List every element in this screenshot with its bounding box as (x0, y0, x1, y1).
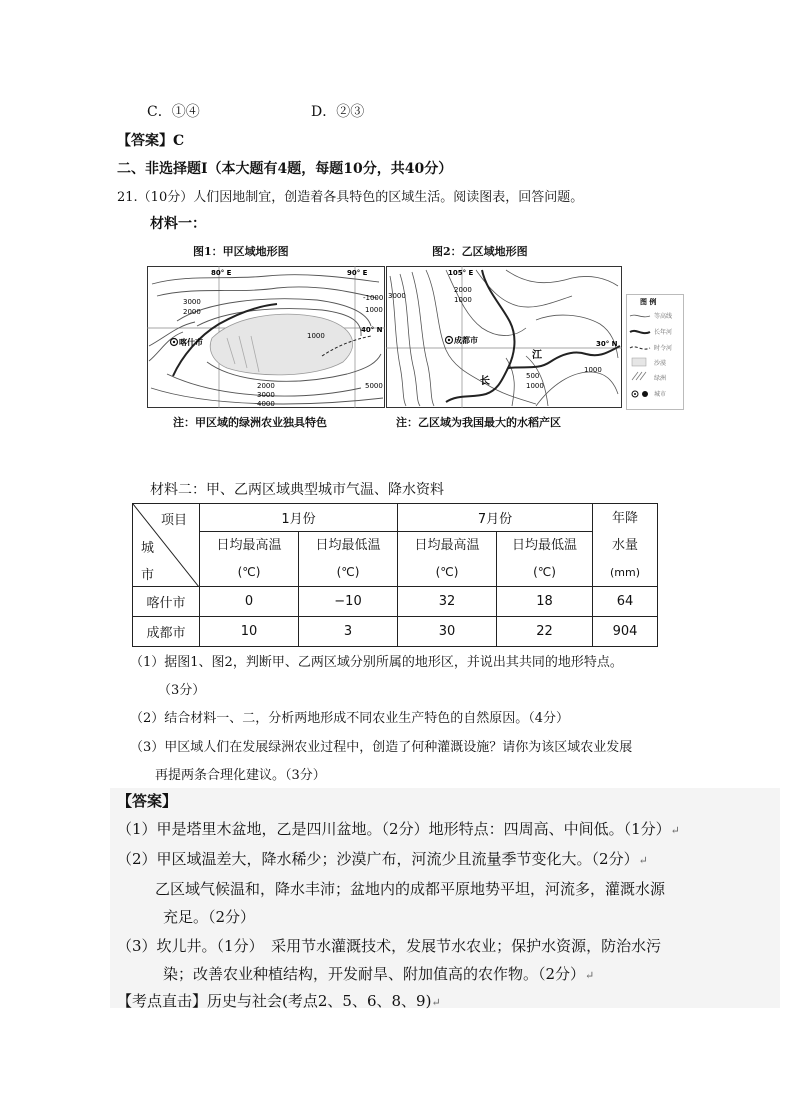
kaodian-line (117, 990, 441, 1011)
answer-value: C (173, 133, 185, 149)
subheader-jan-max-label: 日均最高温 (216, 538, 282, 553)
fig1-contour-6: 3000 (183, 298, 201, 306)
header-annual (593, 504, 658, 587)
row-city: 喀什市 (133, 587, 200, 617)
row-city: 成都市 (133, 617, 200, 647)
fig1-contour-0: -1000 (363, 294, 384, 302)
answer-line-5: （3）坎儿井。（1分） 采用节水灌溉技术，发展节水农业；保护水资源，防治水污 (117, 937, 662, 955)
row-jul-min: 18 (497, 587, 593, 617)
legend-item-4: 绿洲 (654, 375, 667, 382)
corner-bottom-1: 城 (141, 541, 155, 556)
subheader-jul-max (398, 532, 497, 587)
header-jan: 1月份 (200, 504, 398, 532)
fig2-contour-3: 1000 (584, 366, 602, 374)
fig1-lat: 40° N (361, 326, 383, 334)
answer-line-6-text: 染；改善农业种植结构，开发耐旱、附加值高的农作物。（2分） (163, 965, 586, 983)
header-annual-2: 水量 (611, 537, 638, 553)
fig1-lon2: 90° E (347, 269, 368, 277)
fig1-contour-4: 4000 (257, 400, 275, 408)
fig2-contour-0: 3000 (388, 292, 406, 300)
legend-title: 图 例 (640, 298, 657, 306)
subheader-jul-min-unit: (℃) (533, 565, 556, 579)
row-jan-max: 10 (200, 617, 299, 647)
answer-2-label: 【答案】 (117, 792, 178, 810)
subheader-jan-min (299, 532, 398, 587)
corner-bottom-2: 市 (141, 568, 155, 583)
row-jul-max: 30 (398, 617, 497, 647)
fig1-title: 图1：甲区域地形图 (193, 245, 289, 258)
climate-table (132, 503, 658, 647)
header-annual-3: (mm) (609, 565, 640, 579)
legend-item-1: 长年河 (654, 329, 673, 336)
row-jan-min: 3 (299, 617, 398, 647)
answer-line-3: 乙区域气候温和，降水丰沛；盆地内的成都平原地势平坦，河流多，灌溉水源 (155, 880, 666, 898)
return-mark: ↵ (670, 824, 680, 837)
section-heading: 二、非选择题Ⅰ（本大题有4题，每题10分，共40分） (117, 161, 453, 177)
fig1-contour-5: 5000 (365, 382, 383, 390)
fig1-contour-1: 1000 (307, 332, 325, 340)
return-mark: ↵ (431, 996, 441, 1009)
fig2-contour-1: 2000 (454, 286, 472, 294)
subheader-jan-min-label: 日均最低温 (315, 538, 381, 553)
sub-question-1: （1）据图1、图2，判断甲、乙两区域分别所属的地形区，并说出其共同的地形特点。 (130, 655, 623, 670)
fig2-note: 注：乙区域为我国最大的水稻产区 (396, 416, 561, 429)
kaodian-text: 【考点直击】历史与社会(考点2、5、6、8、9) (117, 992, 432, 1010)
legend-desert-symbol (632, 358, 646, 366)
legend-item-0: 等高线 (654, 313, 673, 320)
fig2-contour-5: 1000 (526, 382, 544, 390)
subheader-jul-min (497, 532, 593, 587)
answer-1 (117, 130, 184, 150)
fig2-lat: 30° N (596, 340, 618, 348)
fig1-map (147, 266, 385, 408)
answer-line-2 (117, 848, 648, 869)
row-jul-max: 32 (398, 587, 497, 617)
question-stem: 21.（10分）人们因地制宜，创造着各具特色的区域生活。阅读图表，回答问题。 (117, 190, 584, 205)
return-mark: ↵ (638, 854, 648, 867)
return-mark: ↵ (585, 969, 595, 982)
fig1-contour-8: 1000 (365, 306, 383, 314)
fig2-river1: 江 (532, 350, 542, 361)
sub-question-3b: 再提两条合理化建议。（3分） (155, 768, 326, 783)
subheader-jul-max-unit: (℃) (435, 565, 459, 579)
fig1-contour-2: 2000 (257, 382, 275, 390)
row-jul-min: 22 (497, 617, 593, 647)
material-1-label: 材料一： (150, 216, 206, 232)
map-legend (626, 294, 684, 410)
row-jan-min: −10 (299, 587, 398, 617)
legend-item-2: 时令河 (654, 345, 673, 352)
material-2-label: 材料二：甲、乙两区域典型城市气温、降水资料 (150, 482, 444, 498)
subheader-jul-max-label: 日均最高温 (414, 538, 480, 553)
header-annual-1: 年降 (611, 510, 638, 526)
fig2-contour-2: 1000 (454, 296, 472, 304)
legend-item-3: 沙漠 (654, 360, 667, 367)
fig1-contour-3: 3000 (257, 391, 275, 399)
sub-question-1-score: （3分） (158, 683, 206, 698)
corner-top-label: 项目 (161, 513, 188, 528)
header-jul: 7月份 (398, 504, 593, 532)
answer-line-1 (117, 818, 680, 839)
answer-line-4: 充足。（2分） (163, 908, 256, 926)
table-row (133, 587, 658, 617)
sub-question-3: （3）甲区域人们在发展绿洲农业过程中，创造了何种灌溉设施？请你为该区域农业发展 (130, 740, 633, 755)
row-precip: 64 (593, 587, 658, 617)
table-row (133, 617, 658, 647)
option-c: C．①④ (147, 104, 200, 120)
fig2-map (386, 266, 622, 408)
option-d: D．②③ (311, 104, 365, 120)
fig2-lon: 105° E (448, 269, 474, 277)
answer-line-6 (163, 963, 594, 984)
fig1-contour-7: 2000 (183, 308, 201, 316)
row-jan-max: 0 (200, 587, 299, 617)
fig2-frame (387, 267, 622, 408)
answer-line-1-text: （1）甲是塔里木盆地，乙是四川盆地。（2分）地形特点：四周高、中间低。（1分） (117, 820, 671, 838)
row-precip: 904 (593, 617, 658, 647)
fig1-lon1: 80° E (211, 269, 232, 277)
fig2-contour-4: 500 (526, 372, 540, 380)
fig2-river2: 长 (480, 376, 490, 387)
subheader-jan-min-unit: (℃) (336, 565, 360, 579)
subheader-jul-min-label: 日均最低温 (511, 538, 577, 553)
subheader-jan-max-unit: (℃) (237, 565, 261, 579)
answer-line-2-text: （2）甲区域温差大，降水稀少；沙漠广布，河流少且流量季节变化大。（2分） (117, 850, 639, 868)
sub-question-2: （2）结合材料一、二，分析两地形成不同农业生产特色的自然原因。（4分） (130, 711, 570, 726)
fig1-city-label: 喀什市 (179, 338, 203, 347)
fig2-title: 图2：乙区域地形图 (432, 245, 528, 258)
subheader-jan-max (200, 532, 299, 587)
table-corner-cell (133, 504, 200, 587)
legend-item-5: 城市 (654, 391, 667, 398)
answer-label: 【答案】 (117, 133, 173, 149)
fig2-city-label: 成都市 (454, 336, 478, 345)
fig1-note: 注：甲区域的绿洲农业独具特色 (173, 416, 327, 429)
